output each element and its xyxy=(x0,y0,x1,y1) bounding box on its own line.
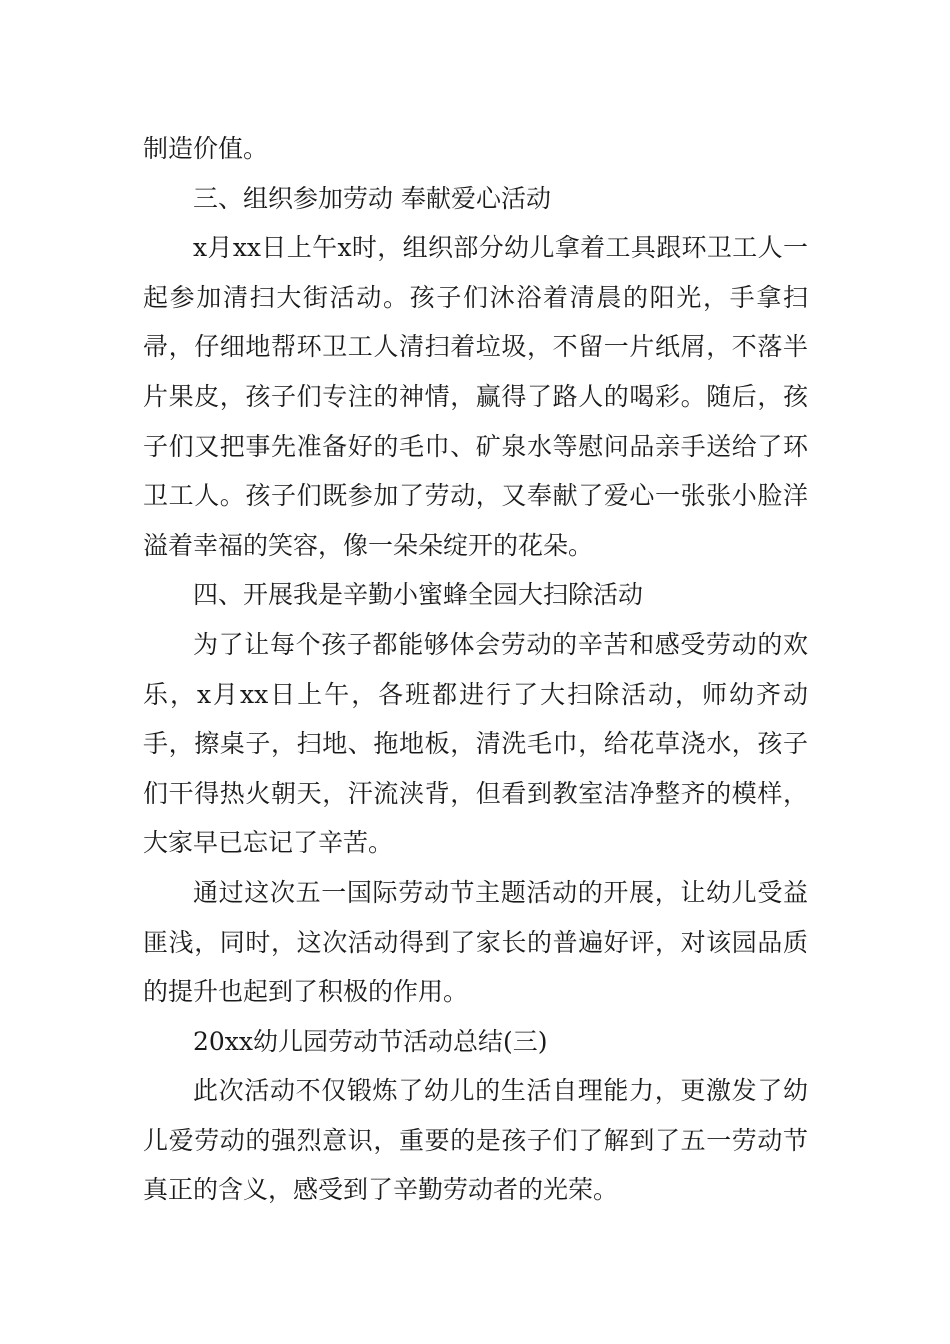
summary-title-3: 20xx幼儿园劳动节活动总结(三) xyxy=(193,1026,548,1056)
paragraph-street-cleaning: x月xx日上午x时，组织部分幼儿拿着工具跟环卫工人一起参加清扫大街活动。孩子们沐浴着清晨的阳光，手拿扫帚，仔细地帮环卫工人清扫着垃圾，不留一片纸屑，不落半片果皮，孩子们专注的神情，赢得了路人的喝彩。随后，孩子们又把事先准备好的毛巾、矿泉水等慰问品亲手送给了环卫工人。孩子们既参加了劳动，又奉献了爱心一张张小脸洋溢着幸福的笑容，像一朵朵绽开的花朵。 xyxy=(143,233,808,560)
paragraph-cleanup: 为了让每个孩子都能够体会劳动的辛苦和感受劳动的欢乐，x月xx日上午，各班都进行了大扫除活动，师幼齐动手，擦桌子，扫地、拖地板，清洗毛巾，给花草浇水，孩子们干得热火朝天，汗流浃背，但看到教室洁净整齐的模样，大家早已忘记了辛苦。 xyxy=(143,629,808,858)
document-body xyxy=(143,124,808,1215)
paragraph-continuation: 制造价值。 xyxy=(143,134,269,163)
section-heading-3: 三、组织参加劳动 奉献爱心活动 xyxy=(193,183,551,213)
paragraph-conclusion: 通过这次五一国际劳动节主题活动的开展，让幼儿受益匪浅，同时，这次活动得到了家长的普遍好评，对该园品质的提升也起到了积极的作用。 xyxy=(143,877,808,1007)
paragraph-summary: 此次活动不仅锻炼了幼儿的生活自理能力，更激发了幼儿爱劳动的强烈意识，重要的是孩子们了解到了五一劳动节真正的含义，感受到了辛勤劳动者的光荣。 xyxy=(143,1076,808,1205)
section-heading-4: 四、开展我是辛勤小蜜蜂全园大扫除活动 xyxy=(193,580,644,610)
